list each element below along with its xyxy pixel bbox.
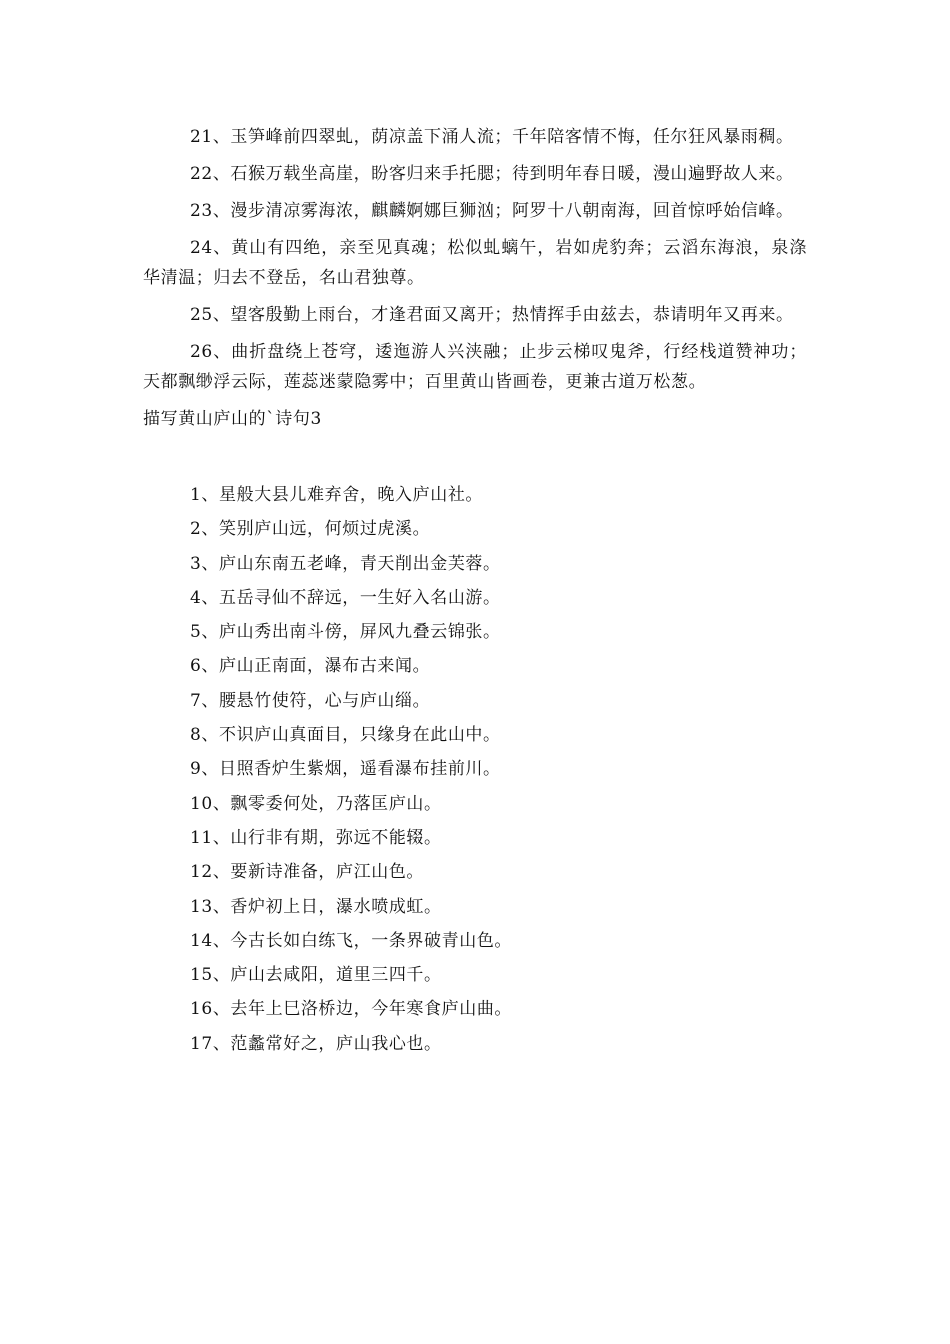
poem-line: 13、香炉初上日，瀑水喷成虹。 [190, 896, 442, 917]
poem-line: 5、庐山秀出南斗傍，屏风九叠云锦张。 [190, 622, 501, 643]
poem-line: 3、庐山东南五老峰，青天削出金芙蓉。 [190, 553, 501, 574]
poem-line: 16、去年上巳洛桥边，今年寒食庐山曲。 [190, 999, 513, 1020]
poem-line: 4、五岳寻仙不辞远，一生好入名山游。 [190, 587, 501, 608]
poem-paragraph-25: 25、望客殷勤上雨台，才逢君面又离开；热情挥手由兹去，恭请明年又再来。 [190, 305, 794, 325]
section-title: 描写黄山庐山的`诗句3 [143, 409, 322, 429]
poem-paragraph-26: 26、曲折盘绕上苍穹，逶迤游人兴浃融；止步云梯叹鬼斧，行经栈道赞神功；天都飘缈浮云际，莲蕊迷蒙隐雾中；百里黄山皆画卷，更兼古道万松葱。 [143, 342, 807, 392]
poem-line: 7、腰悬竹使符，心与庐山缁。 [190, 690, 431, 711]
document-body [143, 122, 807, 1061]
poem-paragraph-23: 23、漫步清凉雾海浓，麒麟婀娜巨狮汹；阿罗十八朝南海，回首惊呼始信峰。 [190, 201, 794, 221]
poem-line: 15、庐山去咸阳，道里三四千。 [190, 965, 442, 986]
poem-line: 9、日照香炉生紫烟，遥看瀑布挂前川。 [190, 759, 501, 780]
poem-paragraph-22: 22、石猴万载坐高崖，盼客归来手托腮；待到明年春日暖，漫山遍野故人来。 [190, 164, 794, 184]
poem-line: 11、山行非有期，弥远不能辍。 [190, 827, 442, 848]
poem-line: 10、飘零委何处，乃落匡庐山。 [190, 793, 442, 814]
poem-line: 6、庐山正南面，瀑布古来闻。 [190, 656, 431, 677]
poem-line: 12、要新诗准备，庐江山色。 [190, 862, 425, 883]
poem-line: 2、笑别庐山远，何烦过虎溪。 [190, 519, 431, 540]
poem-line-list [143, 478, 807, 1061]
poem-line: 8、不识庐山真面目，只缘身在此山中。 [190, 725, 501, 746]
poem-paragraph-21: 21、玉笋峰前四翠虬，荫凉盖下涌人流；千年陪客情不悔，任尔狂风暴雨稠。 [190, 127, 794, 147]
poem-line: 14、今古长如白练飞，一条界破青山色。 [190, 930, 513, 951]
poem-line: 17、范蠡常好之，庐山我心也。 [190, 1033, 442, 1054]
poem-line: 1、星般大县儿难弃舍，晚入庐山社。 [190, 485, 484, 505]
poem-paragraph-24: 24、黄山有四绝，亲至见真魂；松似虬螭午，岩如虎豹奔；云滔东海浪，泉涤华清温；归去不登岳，名山君独尊。 [143, 238, 807, 288]
